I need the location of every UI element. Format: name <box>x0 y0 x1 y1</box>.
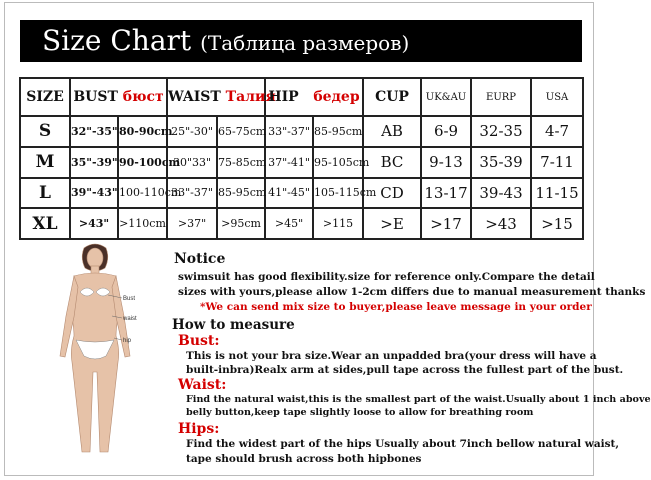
cell-eurp: >43 <box>471 208 531 239</box>
cell-cup: >E <box>363 208 421 239</box>
header-bust: BUST бюст <box>70 78 167 116</box>
cell-ukau: 13-17 <box>421 178 471 209</box>
header-eurp: EURP <box>471 78 531 116</box>
head-shape <box>87 248 103 268</box>
page-subtitle: (Таблица размеров) <box>200 31 410 55</box>
cell-bust-in: >43" <box>70 208 118 239</box>
cell-waist-cm: 75-85cm <box>217 147 265 178</box>
waist-line-2: belly button,keep tape slightly loose to allow for breathing room <box>186 407 534 418</box>
cell-hip-in: 41"-45" <box>265 178 313 209</box>
table-row <box>20 116 583 147</box>
cell-bust-cm: 100-110cm <box>118 178 167 209</box>
header-usa: USA <box>531 78 583 116</box>
table-row <box>20 178 583 209</box>
cell-usa: 11-15 <box>531 178 583 209</box>
cell-hip-in: 37"-41" <box>265 147 313 178</box>
hips-line-2: tape should brush across both hipbones <box>186 453 422 465</box>
waist-label: waist <box>123 316 137 322</box>
waist-section-title: Waist: <box>178 377 227 393</box>
cell-size: L <box>20 178 70 209</box>
cell-bust-in: 39"-43" <box>70 178 118 209</box>
how-to-measure-title: How to measure <box>172 317 295 333</box>
header-cup: CUP <box>363 78 421 116</box>
cell-bust-cm: 80-90cm <box>118 116 167 147</box>
title-bar <box>20 20 582 62</box>
cell-eurp: 32-35 <box>471 116 531 147</box>
cell-cup: AB <box>363 116 421 147</box>
cell-size: S <box>20 116 70 147</box>
cell-waist-in: 25"-30" <box>167 116 217 147</box>
cell-usa: 7-11 <box>531 147 583 178</box>
page-title: Size Chart (Таблица размеров) <box>42 24 410 57</box>
header-hip: HIP бедер <box>265 78 363 116</box>
hip-label: hip <box>123 338 132 344</box>
cell-bust-cm: 90-100cm <box>118 147 167 178</box>
table-row <box>20 147 583 178</box>
table-row <box>20 208 583 239</box>
cell-cup: CD <box>363 178 421 209</box>
cell-size: M <box>20 147 70 178</box>
body-figure-illustration <box>40 240 150 475</box>
cell-hip-cm: 105-115cm <box>313 178 363 209</box>
hips-line-1: Find the widest part of the hips Usually about 7inch bellow natural waist, <box>186 438 620 450</box>
cell-waist-in: >37" <box>167 208 217 239</box>
cell-size: XL <box>20 208 70 239</box>
hips-section-title: Hips: <box>178 421 220 437</box>
cell-hip-in: >45" <box>265 208 313 239</box>
bust-line-1: This is not your bra size.Wear an unpadded bra(your dress will have a <box>186 350 597 362</box>
cell-hip-cm: 95-105cm <box>313 147 363 178</box>
bust-section-title: Bust: <box>178 333 220 349</box>
notice-title: Notice <box>174 251 226 267</box>
notice-line-1: swimsuit has good flexibility.size for reference only.Compare the detail <box>178 271 595 283</box>
waist-line-1: Find the natural waist,this is the smallest part of the waist.Usually about 1 inch above <box>186 394 651 405</box>
cell-waist-in: 30"33" <box>167 147 217 178</box>
cell-ukau: 6-9 <box>421 116 471 147</box>
bust-line-2: built-inbra)Realx arm at sides,pull tape across the fullest part of the bust. <box>186 364 624 376</box>
cell-eurp: 39-43 <box>471 178 531 209</box>
cell-waist-cm: 65-75cm <box>217 116 265 147</box>
cell-bust-in: 32"-35" <box>70 116 118 147</box>
notice-red-note: *We can send mix size to buyer,please leave message in your order <box>200 301 592 313</box>
table-header-row <box>20 78 583 116</box>
header-ukau: UK&AU <box>421 78 471 116</box>
cell-waist-cm: 85-95cm <box>217 178 265 209</box>
cell-eurp: 35-39 <box>471 147 531 178</box>
bust-label: Bust <box>123 296 136 302</box>
cell-cup: BC <box>363 147 421 178</box>
cell-usa: >15 <box>531 208 583 239</box>
size-table <box>19 77 584 240</box>
cell-hip-cm: >115 <box>313 208 363 239</box>
torso-legs-shape <box>70 273 120 452</box>
cell-usa: 4-7 <box>531 116 583 147</box>
cell-waist-cm: >95cm <box>217 208 265 239</box>
cell-ukau: >17 <box>421 208 471 239</box>
cell-hip-cm: 85-95cm <box>313 116 363 147</box>
notice-line-2: sizes with yours,please allow 1-2cm differs due to manual measurement thanks <box>178 286 646 298</box>
header-size: SIZE <box>20 78 70 116</box>
header-waist: WAIST Талия <box>167 78 265 116</box>
cell-bust-in: 35"-39" <box>70 147 118 178</box>
cell-bust-cm: >110cm <box>118 208 167 239</box>
cell-waist-in: 33"-37" <box>167 178 217 209</box>
cell-ukau: 9-13 <box>421 147 471 178</box>
cell-hip-in: 33"-37" <box>265 116 313 147</box>
